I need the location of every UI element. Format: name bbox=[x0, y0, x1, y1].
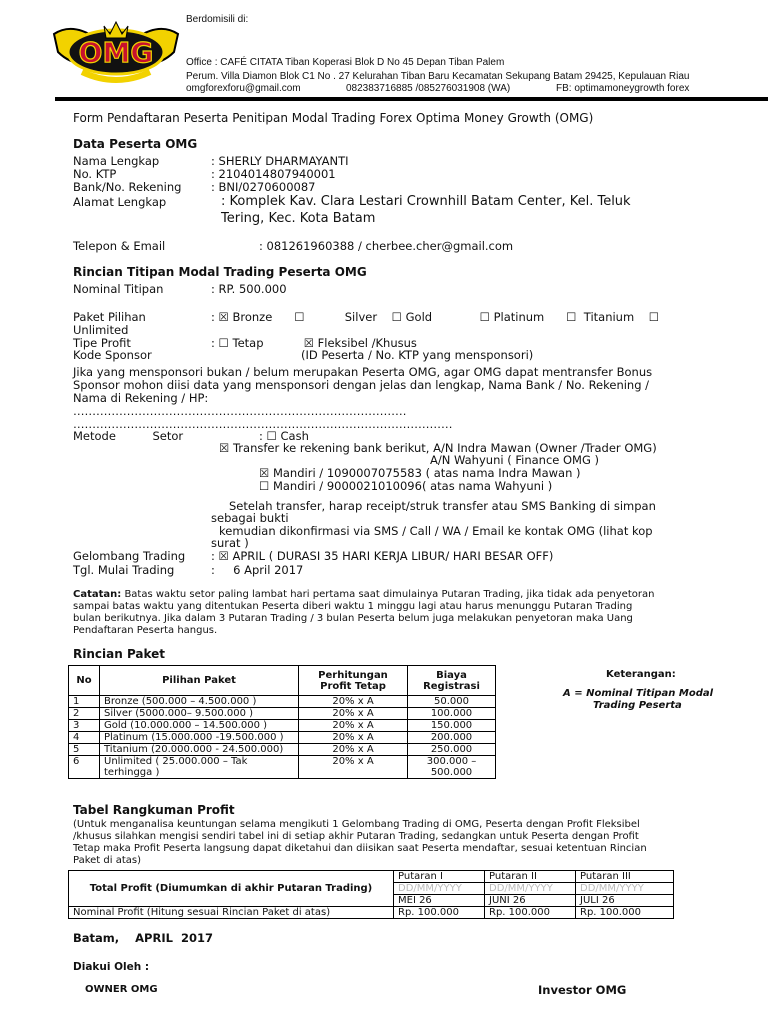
keterangan-label: Keterangan: bbox=[606, 669, 676, 680]
putaran-month-1: MEI 26 bbox=[394, 895, 485, 907]
nominal-value: : RP. 500.000 bbox=[211, 282, 287, 296]
paket-cell-pilihan: Gold (10.000.000 – 14.500.000 ) bbox=[100, 720, 299, 732]
metode-transfer: ☒ Transfer ke rekening bank berikut, A/N Indra Mawan (Owner /Trader OMG) bbox=[219, 441, 657, 455]
nominal-profit-3: Rp. 100.000 bbox=[576, 907, 674, 919]
investor-signature-label: Investor OMG bbox=[538, 983, 627, 997]
paket-label: Paket Pilihan bbox=[73, 310, 146, 324]
metode-cash: : ☐ Cash bbox=[259, 429, 309, 443]
header-rule bbox=[55, 97, 768, 101]
telp-label: Telepon & Email bbox=[73, 239, 166, 253]
paket-cell-biaya: 150.000 bbox=[408, 720, 496, 732]
paket-header-perhitungan: Perhitungan Profit Tetap bbox=[299, 666, 408, 696]
paket-header-no: No bbox=[69, 666, 100, 696]
putaran-header-3: Putaran III bbox=[576, 871, 674, 883]
place-date: Batam, APRIL 2017 bbox=[73, 931, 213, 945]
paket-cell-biaya: 250.000 bbox=[408, 744, 496, 756]
putaran-header-1: Putaran I bbox=[394, 871, 485, 883]
paket-cell-perhitungan: 20% x A bbox=[299, 732, 408, 744]
nominal-profit-2: Rp. 100.000 bbox=[485, 907, 576, 919]
ktp-label: No. KTP bbox=[73, 167, 117, 181]
keterangan-line2: Trading Peserta bbox=[593, 700, 682, 711]
nama-value: : SHERLY DHARMAYANTI bbox=[211, 154, 349, 168]
nama-label: Nama Lengkap bbox=[73, 154, 160, 168]
paket-cell-perhitungan: 20% x A bbox=[299, 744, 408, 756]
putaran-month-2: JUNI 26 bbox=[485, 895, 576, 907]
section-peserta-heading: Data Peserta OMG bbox=[73, 137, 198, 151]
catatan-label: Catatan: bbox=[73, 589, 122, 600]
sponsor-value: (ID Peserta / No. KTP yang mensponsori) bbox=[301, 348, 534, 362]
sponsor-label: Kode Sponsor bbox=[73, 348, 152, 362]
date-placeholder-3[interactable]: DD/MM/YYYY bbox=[576, 883, 674, 895]
paket-table bbox=[68, 665, 496, 779]
sponsor-note-line1: Jika yang mensponsori bukan / belum merupakan Peserta OMG, agar OMG dapat mentransfer Bonus bbox=[73, 365, 653, 379]
paket-cell-perhitungan: 20% x A bbox=[299, 696, 408, 708]
putaran-header-2: Putaran II bbox=[485, 871, 576, 883]
setelah-line2: sebagai bukti bbox=[211, 511, 289, 525]
profit-desc-line1: (Untuk menganalisa keuntungan selama mengikuti 1 Gelombang Trading di OMG, Peserta dengan Profit Fleksibel bbox=[73, 819, 640, 830]
paket-cell-biaya: 200.000 bbox=[408, 732, 496, 744]
catatan-line3: bulan berikutnya. Jika dalam 3 Putaran Trading / 3 bulan Peserta belum juga melakukan penyetoran maka Uang bbox=[73, 613, 633, 624]
diakui-label: Diakui Oleh : bbox=[73, 961, 150, 973]
catatan-line4: Pendaftaran Peserta hangus. bbox=[73, 625, 218, 636]
paket-options: : ☒ Bronze ☐ Silver ☐ Gold ☐ Platinum ☐ Titanium ☐ bbox=[211, 310, 660, 324]
paket-row bbox=[69, 732, 496, 744]
paket-cell-no: 3 bbox=[69, 720, 100, 732]
putaran-month-3: JULI 26 bbox=[576, 895, 674, 907]
paket-header-biaya: Biaya Registrasi bbox=[408, 666, 496, 696]
paket-cell-no: 4 bbox=[69, 732, 100, 744]
setelah-line3: kemudian dikonfirmasi via SMS / Call / WA / Email ke kontak OMG (lihat kop bbox=[219, 524, 653, 538]
alamat-label: Alamat Lengkap bbox=[73, 195, 167, 209]
paket-row bbox=[69, 744, 496, 756]
paket-cell-pilihan: Platinum (15.000.000 -19.500.000 ) bbox=[100, 732, 299, 744]
header-address: Perum. Villa Diamon Blok C1 No . 27 Kelurahan Tiban Baru Kecamatan Sekupang Batam 29425, Kepulauan Riau bbox=[186, 71, 690, 82]
alamat-value-line1: : Komplek Kav. Clara Lestari Crownhill Batam Center, Kel. Teluk bbox=[221, 194, 631, 209]
sponsor-note-line3: Nama di Rekening / HP: bbox=[73, 391, 209, 405]
paket-cell-pilihan: Bronze (500.000 – 4.500.000 ) bbox=[100, 696, 299, 708]
paket-row bbox=[69, 756, 496, 779]
header-office: Office : CAFÉ CITATA Tiban Koperasi Blok D No 45 Depan Tiban Palem bbox=[186, 57, 505, 68]
profit-desc-line4: Paket di atas) bbox=[73, 855, 141, 866]
paket-cell-perhitungan: 20% x A bbox=[299, 756, 408, 779]
tgl-label: Tgl. Mulai Trading bbox=[73, 563, 175, 577]
form-title: Form Pendaftaran Peserta Penitipan Modal Trading Forex Optima Money Growth (OMG) bbox=[73, 111, 594, 125]
svg-text:OMG: OMG bbox=[78, 36, 154, 69]
section-rincian-heading: Rincian Titipan Modal Trading Peserta OMG bbox=[73, 265, 367, 279]
profit-desc-line3: Tetap maka Profit Peserta langsung dapat diketahui dan diisikan saat Peserta mendaftar, sesuai ketentuan Rincian bbox=[73, 843, 647, 854]
ktp-value: : 2104014807940001 bbox=[211, 167, 336, 181]
catatan-text-1: Batas waktu setor paling lambat hari pertama saat dimulainya Putaran Trading, jika tidak ada penyetoran bbox=[121, 589, 655, 600]
nominal-profit-1: Rp. 100.000 bbox=[394, 907, 485, 919]
mandiri-account-1: ☒ Mandiri / 1090007075583 ( atas nama Indra Mawan ) bbox=[259, 466, 581, 480]
nominal-profit-label: Nominal Profit (Hitung sesuai Rincian Paket di atas) bbox=[69, 907, 394, 919]
section-paket-heading: Rincian Paket bbox=[73, 647, 166, 661]
date-placeholder-2[interactable]: DD/MM/YYYY bbox=[485, 883, 576, 895]
paket-cell-biaya: 50.000 bbox=[408, 696, 496, 708]
catatan-line2: sampai batas waktu yang ditentukan Peserta diberi waktu 1 minggu lagi atau harus menunggu Putaran Trading bbox=[73, 601, 633, 612]
paket-row bbox=[69, 708, 496, 720]
paket-row bbox=[69, 720, 496, 732]
tgl-value: : 6 April 2017 bbox=[211, 563, 304, 577]
paket-header-pilihan: Pilihan Paket bbox=[100, 666, 299, 696]
header-phones: 082383716885 /085276031908 (WA) bbox=[346, 83, 511, 94]
paket-cell-pilihan: Silver (5000.000– 9.500.000 ) bbox=[100, 708, 299, 720]
keterangan-line1: A = Nominal Titipan Modal bbox=[563, 688, 714, 699]
owner-signature-label: OWNER OMG bbox=[85, 984, 158, 995]
setelah-line1: Setelah transfer, harap receipt/struk transfer atau SMS Banking di simpan bbox=[229, 499, 656, 513]
sponsor-note-line2: Sponsor mohon diisi data yang mensponsori dengan jelas dan lengkap, Nama Bank / No. Rekening / bbox=[73, 378, 650, 392]
date-placeholder-1[interactable]: DD/MM/YYYY bbox=[394, 883, 485, 895]
header-facebook: FB: optimamoneygrowth forex bbox=[556, 83, 690, 94]
metode-wahyuni: A/N Wahyuni ( Finance OMG ) bbox=[430, 453, 600, 467]
mandiri-account-2: ☐ Mandiri / 9000021010096( atas nama Wahyuni ) bbox=[259, 479, 553, 493]
total-profit-label: Total Profit (Diumumkan di akhir Putaran Trading) bbox=[69, 871, 394, 907]
gelombang-label: Gelombang Trading bbox=[73, 549, 186, 563]
header-email: omgforexforu@gmail.com bbox=[186, 83, 301, 94]
profit-desc-line2: /khusus silahkan mengisi sendiri tabel ini di setiap akhir Putaran Trading, sedangkan untuk Peserta dengan Profit bbox=[73, 831, 639, 842]
paket-row bbox=[69, 696, 496, 708]
paket-unlimited: Unlimited bbox=[73, 323, 129, 337]
paket-cell-biaya: 300.000 – 500.000 bbox=[408, 756, 496, 779]
paket-cell-no: 1 bbox=[69, 696, 100, 708]
metode-label: Metode Setor bbox=[73, 429, 184, 443]
section-profit-heading: Tabel Rangkuman Profit bbox=[73, 803, 235, 817]
tipe-value: : ☐ Tetap ☒ Fleksibel /Khusus bbox=[211, 336, 417, 350]
bank-value: : BNI/0270600087 bbox=[211, 180, 316, 194]
tipe-label: Tipe Profit bbox=[73, 336, 131, 350]
paket-cell-no: 5 bbox=[69, 744, 100, 756]
paket-cell-pilihan: Titanium (20.000.000 - 24.500.000) bbox=[100, 744, 299, 756]
nominal-label: Nominal Titipan bbox=[73, 282, 164, 296]
bank-label: Bank/No. Rekening bbox=[73, 180, 182, 194]
paket-cell-perhitungan: 20% x A bbox=[299, 708, 408, 720]
gelombang-value: : ☒ APRIL ( DURASI 35 HARI KERJA LIBUR/ HARI BESAR OFF) bbox=[211, 549, 554, 563]
sponsor-dots-1: …………………………………………………………………………… bbox=[73, 404, 407, 418]
omg-logo bbox=[52, 12, 180, 88]
telp-value: : 081261960388 / cherbee.cher@gmail.com bbox=[259, 239, 514, 253]
setelah-line4: surat ) bbox=[211, 536, 249, 550]
paket-cell-no: 2 bbox=[69, 708, 100, 720]
paket-cell-no: 6 bbox=[69, 756, 100, 779]
alamat-value-line2: Tering, Kec. Kota Batam bbox=[221, 211, 376, 226]
header-domisili: Berdomisili di: bbox=[186, 14, 249, 25]
profit-table bbox=[68, 870, 674, 919]
paket-cell-biaya: 100.000 bbox=[408, 708, 496, 720]
sponsor-dots-2: ……………………………………………………………………………………… bbox=[73, 417, 453, 431]
paket-cell-pilihan: Unlimited ( 25.000.000 – Tak terhingga ) bbox=[100, 756, 299, 779]
paket-cell-perhitungan: 20% x A bbox=[299, 720, 408, 732]
catatan-line1 bbox=[73, 589, 654, 601]
